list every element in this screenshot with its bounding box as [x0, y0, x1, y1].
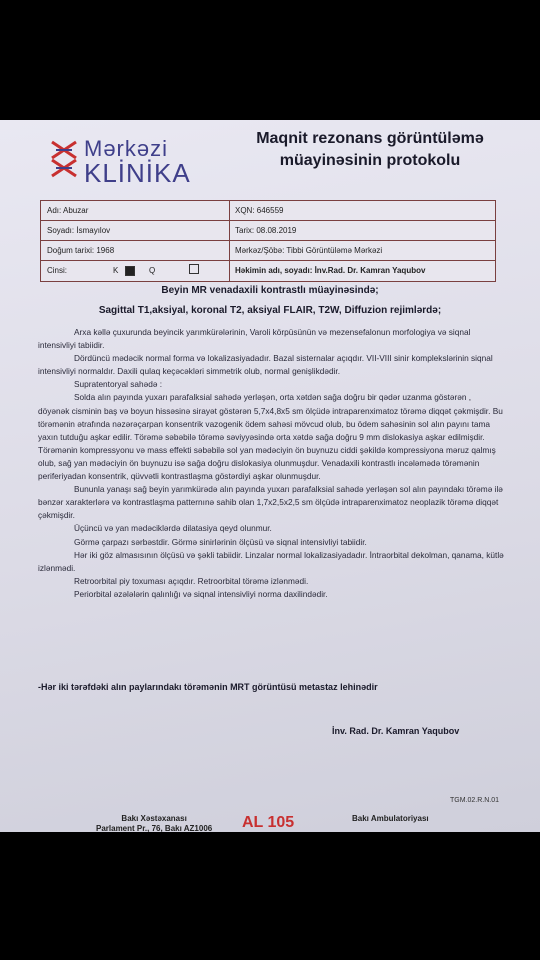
- gender-q-label: Q: [149, 266, 156, 275]
- doctor-name: Həkimin adı, soyadı: İnv.Rad. Dr. Kamran Yaqubov: [235, 266, 426, 275]
- report-paragraph: Retroorbital piy toxuması açıqdır. Retroorbital törəmə izlənmədi.: [74, 575, 309, 586]
- footer-ambulatory: Bakı Ambulatoriyası: [352, 814, 429, 823]
- report-body: [38, 326, 504, 601]
- gender-k-checkbox[interactable]: [125, 266, 135, 276]
- xqn-number: XQN: 646559: [235, 206, 284, 215]
- title-line1: Maqnit rezonans görüntüləmə: [256, 130, 484, 147]
- patient-surname: Soyadı: İsmayılov: [47, 226, 111, 235]
- protocol-page: [0, 120, 540, 832]
- department: Mərkəz/Şöbə: Tibbi Görüntüləmə Mərkəzi: [235, 246, 383, 255]
- table-divider: [41, 240, 495, 241]
- table-column-divider: [229, 201, 230, 281]
- report-paragraph: Supratentoryal sahədə :: [74, 379, 163, 390]
- report-paragraph: Dördüncü mədəcik normal forma və lokalizasiyadadır. Bazal sisternalar açıqdır. VII-VIII sinir komplekslərinin siqnal intensivliyi normaldır. Daxili qulaq keçəcəkləri simmetrik olub, normal genişlikdədir.: [38, 353, 493, 377]
- footer-hospital: [96, 814, 212, 832]
- exam-date: Tarix: 08.08.2019: [235, 226, 297, 235]
- patient-info-table: [40, 200, 496, 282]
- exam-heading: Beyin MR venadaxili kontrastlı müayinəsində;: [161, 285, 379, 296]
- table-divider: [41, 260, 495, 261]
- report-paragraph: Hər iki göz almasısının ölçüsü və şəkli tabiidir. Linzalar normal lokalizasiyadadır. İntraorbital dekolman, qanama, kütlə izlənmədi.: [38, 549, 504, 573]
- dna-icon: [50, 140, 78, 178]
- gender-q-checkbox[interactable]: [189, 264, 199, 274]
- gender-k-label: K: [113, 266, 119, 275]
- form-code: TGM.02.R.N.01: [450, 797, 500, 804]
- gender-label: Cinsi:: [47, 266, 68, 275]
- report-paragraph: Solda alın payında yuxarı parafalksial sahədə yerləşən, orta xətdən sağa doğru bir qədər uzanma göstərən , döyənək cisminin baş və boyun hissəsinə sirayət göstərən 5,7x4,8x5 sm ölçüdə intraparenximatoz törəmə diqqət çəkmişdir. Bu törəmənin ətrafında nəzərəçarpan konsentrik vazogenik ödem sahəsi mövcud olub, bu ödem sahəsinin sol alın payını tama yaxın tutduğu aşkar edilir. Törəmə səbəbilə törəmə səviyyəsində orta xətdə sağa doğru 9 mm dislokasiya aşkar edilmişdir. Törəmənin kompressyonu və mass effekti səbəbilə sol yan mədəciyin ön buynuzu ciddi şəkildə kompressiyona məruz qalmış olub, sağ yan mədəciyin ön buynuzu isə sağa doğru dislokasiya olunmuşdur. Venadaxili kontrastlı incələmədə törəmənin periferiyadan konsentrik, qüvvətli kontrastlaşma göstərdiyi aşkar olunmuşdur.: [38, 392, 503, 482]
- logo-text-line1: Mərkəzi: [84, 136, 169, 161]
- footer-phone-logo: AL 105: [242, 814, 295, 831]
- table-divider: [41, 220, 495, 221]
- document-title: [240, 128, 500, 172]
- footer-hospital-address: Parlament Pr., 76, Bakı AZ1006: [96, 824, 213, 832]
- signature: İnv. Rad. Dr. Kamran Yaqubov: [332, 726, 460, 736]
- report-paragraph: Görmə çarpazı sərbəstdir. Görmə sinirlərinin ölçüsü və siqnal intensivliyi tabiidir.: [74, 536, 367, 547]
- patient-name: Adı: Abuzar: [47, 206, 89, 215]
- exam-modes: Sagittal T1,aksiyal, koronal T2, aksiyal FLAIR, T2W, Diffuzion rejimlərdə;: [98, 305, 442, 316]
- report-paragraph: Periorbital əzələlərin qalınlığı və siqnal intensivliyi norma daxilindədir.: [74, 588, 328, 599]
- footer-hospital-name: Bakı Xəstəxanası: [121, 814, 187, 823]
- conclusion: -Hər iki tərəfdəki alın paylarındakı törəmənin MRT görüntüsü metastaz lehinədir: [38, 682, 378, 692]
- clinic-logo: [40, 128, 190, 188]
- patient-birth-date: Doğum tarixi: 1968: [47, 246, 115, 255]
- report-paragraph: Bununla yanaşı sağ beyin yarımkürədə alın payında yuxarı parafalksial sahədə yerləşən sol alın payındakı törəmə ilə bənzər xarakterlərə və kontrastlaşma patternınə sahib olan 1,7x2,5x2,5 sm ölçüdə intraparenximatoz neoplazik törəmə diqqət çəkmişdir.: [38, 484, 503, 521]
- report-paragraph: Üçüncü və yan mədəciklərdə dilatasiya qeyd olunmur.: [74, 523, 272, 534]
- logo-text-line2: KLİNİKA: [84, 158, 191, 188]
- report-paragraph: Arxa kəllə çuxurunda beyincik yarımkürələrinin, Varoli körpüsünün və mezensefalonun morfologiya və siqnal intensivliyi tabiidir.: [38, 327, 471, 351]
- title-line2: müayinəsinin protokolu: [279, 152, 461, 169]
